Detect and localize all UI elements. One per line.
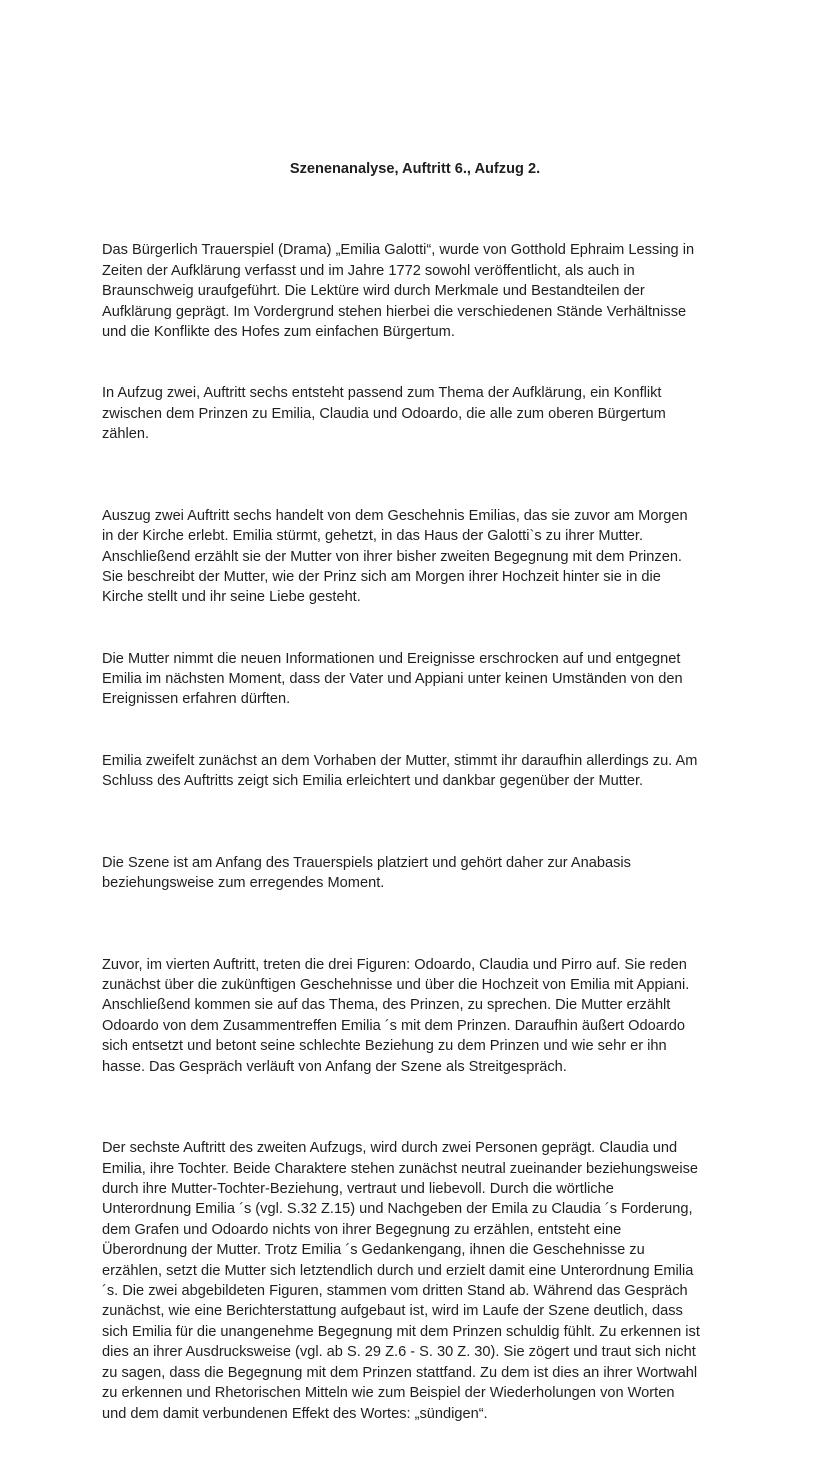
document-body: [102, 118, 728, 1465]
paragraph-analysis: Der sechste Auftritt des zweiten Aufzugs, wird durch zwei Personen geprägt. Claudia und Emilia, ihre Tochter. Beide Charaktere stehen zunächst neutral zueinander beziehungsweise durch ihre Mutter-Tochter-Beziehung, vertraut und liebevoll. Durch die wörtliche Unterordnung Emilia ´s (vgl. S.32 Z.15) und Nachgeben der Emila zu Claudia ´s Forderung, dem Grafen und Odoardo nichts von ihrer Begegnung zu erzählen, entsteht eine Überordnung der Mutter. Trotz Emilia ´s Gedankengang, ihnen die Geschehnisse zu erzählen, setzt die Mutter sich letztendlich durch und erzielt damit eine Unterordnung Emilia ´s. Die zwei abgebildeten Figuren, stammen vom dritten Stand ab. Während das Gespräch zunächst, wie eine Berichterstattung aufgebaut ist, wird im Laufe der Szene deutlich, dass sich Emilia für die unangenehme Begegnung mit dem Prinzen schuldig fühlt. Zu erkennen ist dies an ihrer Ausdrucksweise (vgl. ab S. 29 Z.6 - S. 30 Z. 30). Sie zögert und traut sich nicht zu sagen, dass die Begegnung mit dem Prinzen stattfand. Zu dem ist dies an ihrer Wortwahl zu erkennen und Rhetorischen Mitteln wie zum Beispiel der Wiederholungen von Worten und dem damit verbundenen Effekt des Wortes: „sündigen“.: [102, 1140, 700, 1422]
document-title: Szenenanalyse, Auftritt 6., Aufzug 2.: [289, 160, 541, 177]
paragraph-mother-reaction: Die Mutter nimmt die neuen Informationen und Ereignisse erschrocken auf und entgegnet Emilia im nächsten Moment, dass der Vater und Appiani unter keinen Umständen von den Ereignissen erfahren dürften.: [102, 650, 683, 708]
paragraph-summary: Auszug zwei Auftritt sechs handelt von dem Geschehnis Emilias, das sie zuvor am Morgen in der Kirche erlebt. Emilia stürmt, gehetzt, in das Haus der Galotti`s zu ihrer Mutter. Anschließend erzählt sie der Mutter von ihrer bisher zweiten Begegnung mit dem Prinzen. Sie beschreibt der Mutter, wie der Prinz sich am Morgen ihrer Hochzeit hinter sie in die Kirche stellt und ihr seine Liebe gesteht.: [102, 507, 688, 606]
paragraph-conflict: In Aufzug zwei, Auftritt sechs entsteht passend zum Thema der Aufklärung, ein Konflikt zwischen dem Prinzen zu Emilia, Claudia und Odoardo, die alle zum oberen Bürgertum zählen.: [102, 385, 666, 443]
paragraph-placement: Die Szene ist am Anfang des Trauerspiels platziert und gehört daher zur Anabasis beziehungsweise zum erregendes Moment.: [102, 854, 631, 891]
paragraph-emilia-agrees: Emilia zweifelt zunächst an dem Vorhaben der Mutter, stimmt ihr daraufhin allerdings zu. Am Schluss des Auftritts zeigt sich Emilia erleichtert und dankbar gegenüber der Mutter.: [102, 752, 698, 789]
paragraph-previous-scene: Zuvor, im vierten Auftritt, treten die drei Figuren: Odoardo, Claudia und Pirro auf. Sie reden zunächst über die zukünftigen Geschehnisse und über die Hochzeit von Emilia mit Appiani. Anschließend kommen sie auf das Thema, des Prinzen, zu sprechen. Die Mutter erzählt Odoardo von dem Zusammentreffen Emilia ´s mit dem Prinzen. Daraufhin äußert Odoardo sich entsetzt und betont seine schlechte Beziehung zu dem Prinzen und wie sehr er ihn hasse. Das Gespräch verläuft von Anfang der Szene als Streitgespräch.: [102, 956, 690, 1075]
paragraph-intro: Das Bürgerlich Trauerspiel (Drama) „Emilia Galotti“, wurde von Gotthold Ephraim Lessing in Zeiten der Aufklärung verfasst und im Jahre 1772 sowohl veröffentlicht, als auch in Braunschweig uraufgeführt. Die Lektüre wird durch Merkmale und Bestandteilen der Aufklärung geprägt. Im Vordergrund stehen hierbei die verschiedenen Stände Verhältnisse und die Konflikte des Hofes zum einfachen Bürgertum.: [102, 242, 695, 341]
